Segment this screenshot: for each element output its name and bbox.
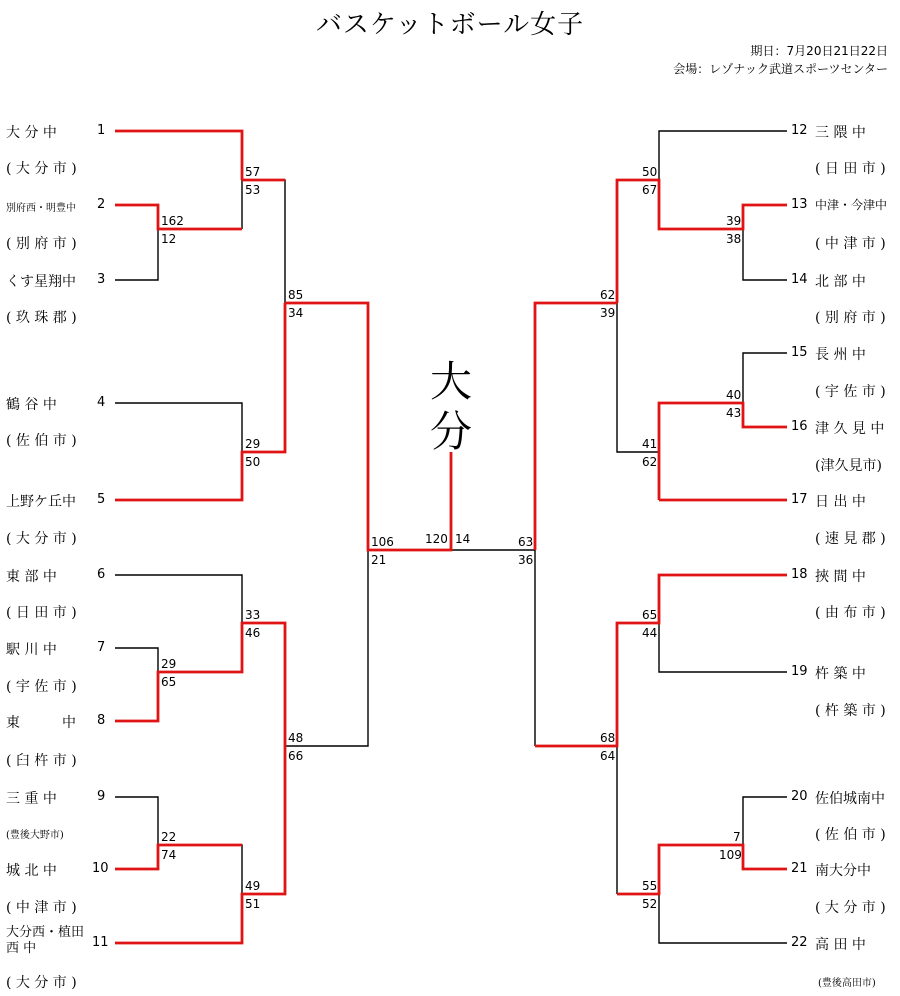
final-score-left: 120 <box>425 532 448 546</box>
team-name: 津 久 見 中 <box>815 421 885 437</box>
team-name: 駅 川 中 <box>6 642 57 658</box>
team-name: 三 重 中 <box>6 791 57 807</box>
line-team-7 <box>115 648 158 672</box>
team-name: 城 北 中 <box>6 863 57 879</box>
line-team-20 <box>743 797 787 845</box>
team-name: くす星翔中 <box>6 274 76 290</box>
team-name: 長 州 中 <box>815 347 866 363</box>
match-score: 66 <box>288 749 304 763</box>
team-city: ( 臼 杵 市 ) <box>6 753 77 769</box>
match-score: 33 <box>245 608 261 622</box>
match-score: 39 <box>600 306 616 320</box>
team-seed: 2 <box>97 197 106 212</box>
team-city: ( 大 分 市 ) <box>6 975 77 991</box>
team-seed: 7 <box>97 640 106 655</box>
match-score: 67 <box>642 183 658 197</box>
line-r2-h-lower <box>617 303 659 452</box>
team-seed: 10 <box>92 861 109 876</box>
match-score: 7 <box>733 830 741 844</box>
match-score: 44 <box>642 626 658 640</box>
match-score: 51 <box>245 897 261 911</box>
match-score: 162 <box>161 214 184 228</box>
team-seed: 3 <box>97 272 106 287</box>
event-venue: 会場：レゾナック武道スポーツセンター <box>673 62 888 76</box>
match-score: 38 <box>726 232 742 246</box>
match-score: 52 <box>642 897 658 911</box>
team-city: ( 宇 佐 市 ) <box>6 679 77 695</box>
team-city: ( 中 津 市 ) <box>6 900 77 916</box>
team-name: 杵 築 中 <box>815 666 866 682</box>
team-city: ( 日 田 市 ) <box>815 161 886 177</box>
event-date: 期日：7月20日21日22日 <box>750 44 888 58</box>
team-name: 北 部 中 <box>815 274 866 290</box>
match-score: 29 <box>245 437 261 451</box>
match-score: 109 <box>719 848 742 862</box>
match-score: 64 <box>600 749 616 763</box>
team-seed: 9 <box>97 789 106 804</box>
match-score: 29 <box>161 657 177 671</box>
match-score: 65 <box>161 675 177 689</box>
match-score: 62 <box>600 288 616 302</box>
match-score: 22 <box>161 830 177 844</box>
team-name: 東 中 <box>6 715 76 731</box>
match-score: 21 <box>371 553 387 567</box>
match-score: 74 <box>161 848 177 862</box>
line-team-15 <box>743 353 787 403</box>
team-city: ( 杵 築 市 ) <box>815 703 886 719</box>
team-seed: 14 <box>791 272 808 287</box>
team-seed: 16 <box>791 419 808 434</box>
page-title: バスケットボール女子 <box>315 10 585 40</box>
team-name: 日 出 中 <box>815 494 866 510</box>
match-score: 65 <box>642 608 658 622</box>
win-path-team-16 <box>659 403 787 500</box>
team-name: 東 部 中 <box>6 569 57 585</box>
line-team-3 <box>115 229 158 280</box>
line-team-4 <box>115 403 242 452</box>
team-name: 高 田 中 <box>815 937 866 953</box>
line-team-14 <box>743 229 787 280</box>
match-score: 68 <box>600 731 616 745</box>
match-score: 85 <box>288 288 304 302</box>
team-seed: 1 <box>97 123 106 138</box>
team-name: 別府西・明豊中 <box>6 203 76 214</box>
team-name: 南大分中 <box>815 863 871 879</box>
champion-label: 大分 <box>429 357 472 456</box>
match-score: 12 <box>161 232 177 246</box>
team-city: ( 別 府 市 ) <box>6 236 77 252</box>
match-score: 57 <box>245 165 261 179</box>
team-name: 上野ケ丘中 <box>6 494 76 510</box>
team-city: ( 大 分 市 ) <box>815 900 886 916</box>
team-name: 鶴 谷 中 <box>6 397 57 413</box>
team-seed: 19 <box>791 664 808 679</box>
match-score: 62 <box>642 455 658 469</box>
line-team-22 <box>659 894 787 943</box>
match-score: 50 <box>642 165 658 179</box>
team-seed: 11 <box>92 935 109 950</box>
match-score: 46 <box>245 626 261 640</box>
match-score: 55 <box>642 879 658 893</box>
team-seed: 15 <box>791 345 808 360</box>
match-score: 40 <box>726 388 742 402</box>
line-final-right <box>451 550 535 746</box>
team-city: ( 大 分 市 ) <box>6 531 77 547</box>
win-path-team-8 <box>115 623 285 746</box>
line-team-19 <box>659 623 787 672</box>
team-city: ( 大 分 市 ) <box>6 161 77 177</box>
win-path-team-1 <box>115 131 242 180</box>
team-city: ( 別 府 市 ) <box>815 310 886 326</box>
team-city: ( 由 布 市 ) <box>815 605 886 621</box>
line-team-12 <box>659 131 787 180</box>
match-score: 53 <box>245 183 261 197</box>
team-city: (豊後高田市) <box>818 978 876 989</box>
win-path-semi-right <box>535 303 617 550</box>
team-city: ( 中 津 市 ) <box>815 236 886 252</box>
line-r2-c-lower <box>285 550 368 746</box>
team-city: ( 玖 珠 郡 ) <box>6 310 77 326</box>
line-r2-ab-lower <box>242 180 285 303</box>
team-name: 大 分 中 <box>6 125 57 141</box>
team-city: ( 佐 伯 市 ) <box>815 827 886 843</box>
team-seed: 21 <box>791 861 808 876</box>
match-score: 106 <box>371 535 394 549</box>
team-city: ( 速 見 郡 ) <box>815 531 886 547</box>
match-score: 50 <box>245 455 261 469</box>
match-score: 39 <box>726 214 742 228</box>
team-seed: 17 <box>791 492 808 507</box>
team-city: (豊後大野市) <box>6 830 64 841</box>
team-city: ( 日 田 市 ) <box>6 605 77 621</box>
team-seed: 6 <box>97 567 106 582</box>
team-seed: 12 <box>791 123 808 138</box>
final-score-right: 14 <box>455 532 471 546</box>
team-seed: 8 <box>97 713 106 728</box>
match-score: 49 <box>245 879 261 893</box>
team-city: ( 佐 伯 市 ) <box>6 433 77 449</box>
match-score: 63 <box>518 535 534 549</box>
win-path-team-5 <box>115 303 285 500</box>
team-name: 三 隈 中 <box>815 125 866 141</box>
win-path-team-10 <box>115 845 242 869</box>
team-seed: 20 <box>791 789 808 804</box>
team-city: (津久見市) <box>815 458 882 474</box>
team-seed: 5 <box>97 492 106 507</box>
line-team-6 <box>115 575 242 623</box>
win-path-team-18 <box>535 575 787 746</box>
win-path-team-13 <box>617 180 787 303</box>
match-score: 41 <box>642 437 658 451</box>
line-team-9 <box>115 797 158 845</box>
match-score: 36 <box>518 553 534 567</box>
team-seed: 18 <box>791 567 808 582</box>
team-name: 佐伯城南中 <box>815 791 885 807</box>
match-score: 34 <box>288 306 304 320</box>
team-name: 大分西・植田 西 中 <box>6 925 85 956</box>
match-score: 43 <box>726 406 742 420</box>
match-score: 48 <box>288 731 304 745</box>
team-seed: 13 <box>791 197 808 212</box>
team-city: ( 宇 佐 市 ) <box>815 384 886 400</box>
team-name: 中津・今津中 <box>815 198 888 212</box>
team-seed: 4 <box>97 395 106 410</box>
team-name: 挾 間 中 <box>815 569 866 585</box>
team-seed: 22 <box>791 935 808 950</box>
